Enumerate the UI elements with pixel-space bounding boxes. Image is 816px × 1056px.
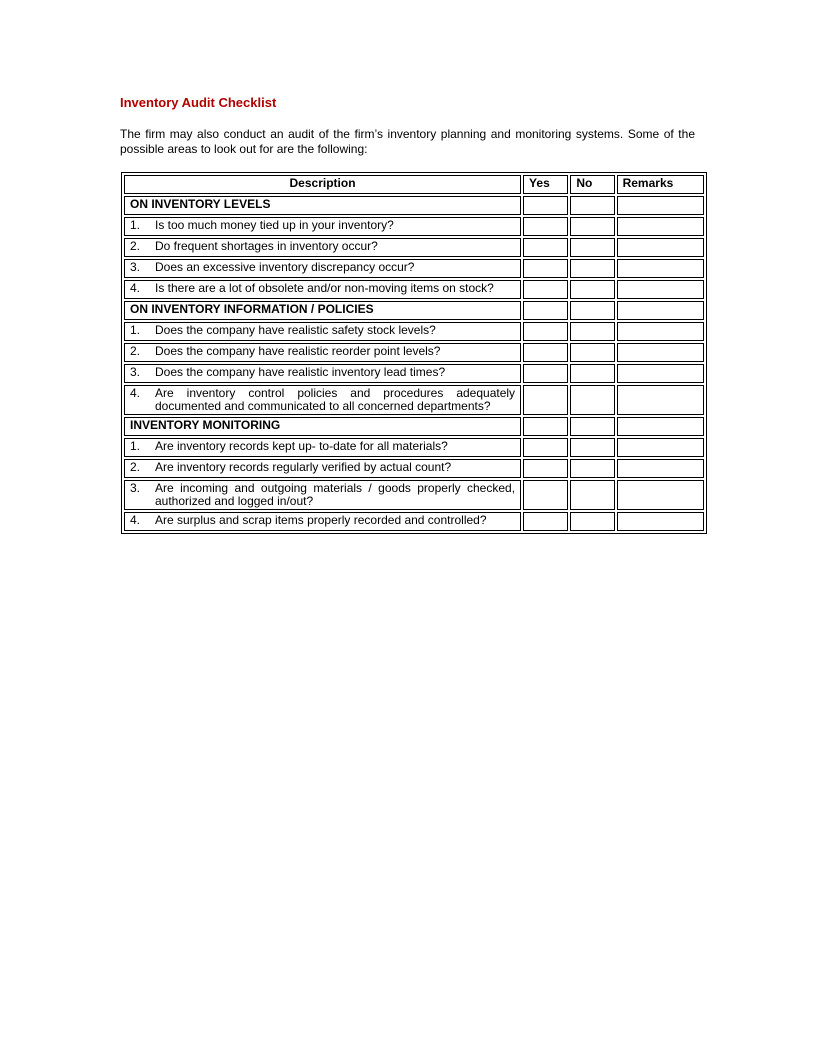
question-text: Are inventory records regularly verified by actual count?	[155, 460, 452, 474]
question-text: Does the company have realistic reorder point levels?	[155, 344, 441, 358]
table-header-row	[124, 175, 704, 194]
no-cell[interactable]	[570, 322, 614, 341]
yes-cell[interactable]	[523, 343, 568, 362]
remarks-cell[interactable]	[617, 459, 704, 478]
remarks-cell[interactable]	[617, 238, 704, 257]
question-text: Does the company have realistic inventory lead times?	[155, 365, 446, 379]
no-cell[interactable]	[570, 459, 614, 478]
document-title: Inventory Audit Checklist	[120, 95, 277, 110]
question-text: Are inventory control policies and procedures adequately documented and communicated to all concerned departments?	[155, 386, 516, 413]
section-heading: INVENTORY MONITORING	[124, 417, 521, 436]
item-number: 3.	[130, 260, 141, 274]
checklist-row	[124, 238, 704, 257]
item-number: 3.	[130, 365, 141, 379]
remarks-cell[interactable]	[617, 364, 704, 383]
remarks-cell[interactable]	[617, 280, 704, 299]
question-cell	[124, 438, 521, 457]
question-text: Do frequent shortages in inventory occur?	[155, 239, 378, 253]
no-cell[interactable]	[570, 512, 614, 531]
item-number: 1.	[130, 323, 141, 337]
checklist-row	[124, 322, 704, 341]
checklist-row	[124, 259, 704, 278]
remarks-cell[interactable]	[617, 438, 704, 457]
checklist-row	[124, 480, 704, 510]
question-text: Are incoming and outgoing materials / goods properly checked, authorized and logged in/out?	[155, 481, 516, 508]
checklist-row	[124, 438, 704, 457]
question-cell	[124, 385, 521, 415]
remarks-cell[interactable]	[617, 343, 704, 362]
item-number: 2.	[130, 344, 141, 358]
remarks-cell[interactable]	[617, 512, 704, 531]
no-cell[interactable]	[570, 238, 614, 257]
no-cell[interactable]	[570, 259, 614, 278]
yes-header: Yes	[523, 175, 568, 194]
yes-cell[interactable]	[523, 438, 568, 457]
checklist-row	[124, 459, 704, 478]
remarks-cell[interactable]	[617, 196, 704, 215]
item-number: 3.	[130, 481, 141, 495]
question-text: Does an excessive inventory discrepancy occur?	[155, 260, 415, 274]
no-cell[interactable]	[570, 438, 614, 457]
no-cell[interactable]	[570, 385, 614, 415]
item-number: 4.	[130, 386, 141, 400]
remarks-cell[interactable]	[617, 322, 704, 341]
section-heading: ON INVENTORY INFORMATION / POLICIES	[124, 301, 521, 320]
checklist-row	[124, 385, 704, 415]
checklist-row	[124, 280, 704, 299]
remarks-cell[interactable]	[617, 259, 704, 278]
yes-cell[interactable]	[523, 480, 568, 510]
yes-cell[interactable]	[523, 196, 568, 215]
question-cell	[124, 217, 521, 236]
no-cell[interactable]	[570, 343, 614, 362]
yes-cell[interactable]	[523, 259, 568, 278]
question-text: Are inventory records kept up- to-date for all materials?	[155, 439, 448, 453]
no-cell[interactable]	[570, 417, 614, 436]
yes-cell[interactable]	[523, 301, 568, 320]
question-text: Are surplus and scrap items properly recorded and controlled?	[155, 513, 487, 527]
no-cell[interactable]	[570, 280, 614, 299]
no-header: No	[570, 175, 614, 194]
question-cell	[124, 280, 521, 299]
question-text: Is there are a lot of obsolete and/or non-moving items on stock?	[155, 281, 494, 295]
yes-cell[interactable]	[523, 512, 568, 531]
section-row	[124, 301, 704, 320]
question-cell	[124, 459, 521, 478]
item-number: 2.	[130, 239, 141, 253]
yes-cell[interactable]	[523, 280, 568, 299]
question-cell	[124, 322, 521, 341]
no-cell[interactable]	[570, 217, 614, 236]
checklist-row	[124, 343, 704, 362]
intro-paragraph: The firm may also conduct an audit of the firm’s inventory planning and monitoring systems. Some of the possible areas to look out for are the following:	[120, 127, 695, 156]
section-row	[124, 196, 704, 215]
question-text: Does the company have realistic safety stock levels?	[155, 323, 436, 337]
question-cell	[124, 480, 521, 510]
remarks-cell[interactable]	[617, 417, 704, 436]
yes-cell[interactable]	[523, 217, 568, 236]
item-number: 4.	[130, 281, 141, 295]
remarks-header: Remarks	[617, 175, 704, 194]
no-cell[interactable]	[570, 301, 614, 320]
yes-cell[interactable]	[523, 238, 568, 257]
remarks-cell[interactable]	[617, 385, 704, 415]
checklist-row	[124, 512, 704, 531]
checklist-row	[124, 364, 704, 383]
no-cell[interactable]	[570, 364, 614, 383]
question-cell	[124, 259, 521, 278]
item-number: 4.	[130, 513, 141, 527]
item-number: 1.	[130, 218, 141, 232]
item-number: 1.	[130, 439, 141, 453]
no-cell[interactable]	[570, 480, 614, 510]
yes-cell[interactable]	[523, 459, 568, 478]
audit-checklist-table	[121, 172, 707, 534]
remarks-cell[interactable]	[617, 480, 704, 510]
section-heading: ON INVENTORY LEVELS	[124, 196, 521, 215]
question-cell	[124, 364, 521, 383]
yes-cell[interactable]	[523, 364, 568, 383]
description-header: Description	[124, 175, 521, 194]
checklist-row	[124, 217, 704, 236]
remarks-cell[interactable]	[617, 301, 704, 320]
remarks-cell[interactable]	[617, 217, 704, 236]
checklist-body	[124, 196, 704, 531]
section-row	[124, 417, 704, 436]
question-cell	[124, 343, 521, 362]
question-cell	[124, 238, 521, 257]
question-cell	[124, 512, 521, 531]
question-text: Is too much money tied up in your inventory?	[155, 218, 394, 232]
no-cell[interactable]	[570, 196, 614, 215]
yes-cell[interactable]	[523, 417, 568, 436]
item-number: 2.	[130, 460, 141, 474]
yes-cell[interactable]	[523, 322, 568, 341]
yes-cell[interactable]	[523, 385, 568, 415]
